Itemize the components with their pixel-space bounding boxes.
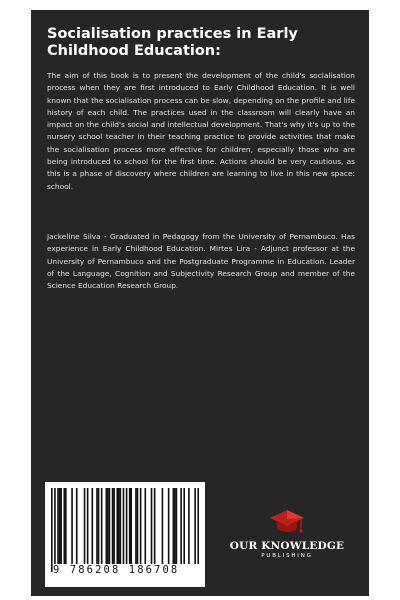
barcode-bar: [197, 488, 199, 572]
barcode-bar: [59, 488, 61, 564]
barcode-bars: [51, 488, 199, 574]
barcode-bar: [154, 488, 156, 564]
barcode-bar: [92, 488, 94, 564]
barcode-bar: [130, 488, 132, 564]
barcode-bar: [180, 488, 182, 564]
barcode-bar: [113, 488, 115, 564]
barcode-bar: [101, 488, 103, 564]
barcode-bar: [176, 488, 178, 564]
barcode-bar: [51, 488, 53, 572]
isbn-barcode: [45, 482, 205, 587]
graduation-cap-icon: [268, 508, 306, 538]
barcode-bar: [168, 488, 170, 564]
barcode-bar: [71, 488, 73, 564]
barcode-bar: [57, 488, 59, 564]
barcode-bar: [98, 488, 100, 564]
publisher-name: OUR KNOWLEDGE: [229, 540, 345, 552]
barcode-bar: [162, 488, 164, 564]
isbn-number: 9 786208 186708: [53, 564, 199, 576]
barcode-bar: [107, 488, 109, 564]
barcode-bar: [109, 488, 111, 564]
barcode-bar: [65, 488, 67, 564]
barcode-bar: [106, 488, 108, 564]
barcode-bar: [123, 488, 125, 572]
barcode-bar: [96, 488, 98, 564]
barcode-bar: [118, 488, 120, 564]
barcode-bar: [84, 488, 86, 564]
barcode-bar: [116, 488, 118, 564]
book-synopsis: The aim of this book is to present the development of the child's socialisation process when they are first introduced to Early Childhood Education. It is well known that the socialisation process can be slow, depending on the profile and life history of each child. The practices used in the classroom will clearly have an impact on the child's social and intellectual development. That's why it's up to the nursery school teacher in their teaching practice to provide activities that make the socialisation process more effective for children, especially those who are being introduced to school for the first time. Actions should be very cautious, as this is a phase of discovery where children are learning to live in this new space: school.: [47, 71, 355, 191]
barcode-bar: [120, 488, 122, 564]
barcode-bar: [60, 488, 62, 564]
barcode-bar: [140, 488, 142, 564]
book-back-cover: [31, 10, 369, 596]
barcode-bar: [87, 488, 89, 564]
publisher-subtitle: PUBLISHING: [261, 553, 313, 559]
barcode-bar: [76, 488, 78, 564]
barcode-bar: [126, 488, 128, 572]
barcode-bar: [174, 488, 176, 564]
barcode-bar: [183, 488, 185, 564]
barcode-bar: [112, 488, 114, 564]
publisher-logo: [229, 508, 345, 559]
barcode-bar: [137, 488, 139, 564]
book-title: Socialisation practices in Early Childhood Education:: [47, 26, 298, 59]
barcode-bar: [151, 488, 153, 564]
barcode-bar: [129, 488, 131, 564]
barcode-bar: [144, 488, 146, 564]
barcode-bar: [173, 488, 175, 564]
barcode-bar: [63, 488, 65, 564]
barcode-bar: [135, 488, 137, 564]
author-bio: Jackeline Silva - Graduated in Pedagogy from the University of Pernambuco. Has experience in Early Childhood Education. Mirtes Lira - Adjunct professor at the University of Pernambuco and the Postgraduate Programme in Education. Leader of the Language, Cognition and Subjectivity Research Group and member of the Science Education Research Group.: [47, 232, 355, 291]
barcode-bar: [54, 488, 56, 572]
barcode-bar: [194, 488, 196, 572]
barcode-bar: [188, 488, 190, 564]
